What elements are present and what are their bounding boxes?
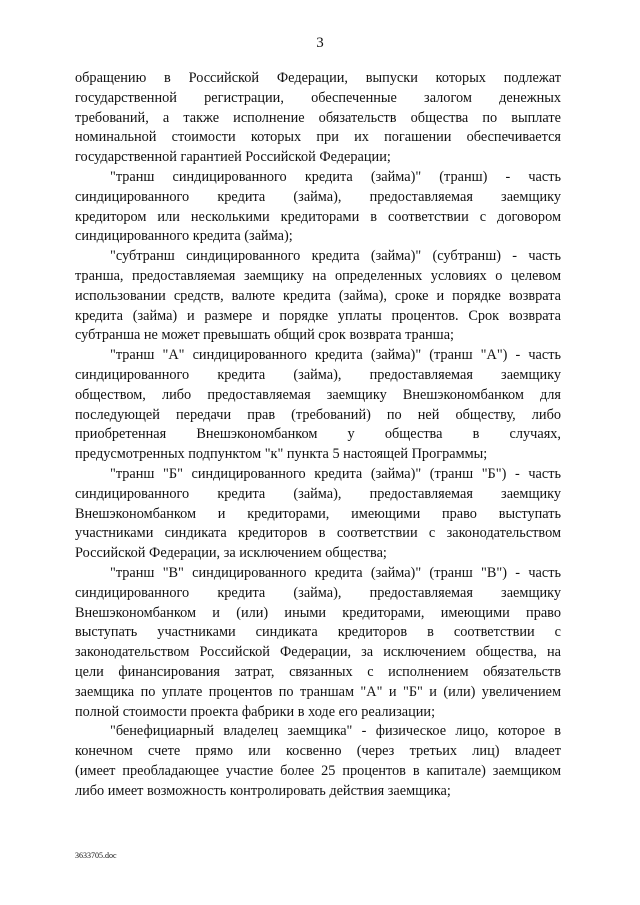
text-line: государственной регистрации, обеспеченные залогом денежных (75, 89, 561, 106)
text-line: "транш синдицированного кредита (займа)" (транш) - часть (110, 168, 561, 185)
text-line: Российской Федерации, за исключением общества; (75, 545, 387, 562)
text-line: "транш "В" синдицированного кредита (займа)" (транш "В") - часть (110, 564, 561, 581)
text-line: обращению в Российской Федерации, выпуски которых подлежат (75, 70, 561, 86)
text-line: либо имеет возможность контролировать действия заемщика; (75, 782, 451, 799)
text-line: кредитором или несколькими кредиторами в соответствии с договором (75, 208, 561, 225)
text-line: Внешэкономбанком и (или) иными кредиторами, имеющими право (75, 604, 561, 621)
text-line: использовании средств, валюте кредита (займа), сроке и порядке возврата (75, 287, 561, 304)
text-line: обществом, либо предоставляемая заемщику Внешэкономбанком для (75, 386, 561, 403)
text-line: полной стоимости проекта фабрики в ходе его реализации; (75, 703, 436, 720)
text-line: цели финансирования затрат, связанных с исполнением обязательств (75, 663, 561, 680)
text-line: субтранша не может превышать общий срок возврата транша; (75, 327, 455, 344)
document-body (75, 69, 561, 801)
paragraph (75, 346, 561, 465)
text-line: заемщика по уплате процентов по траншам "А" и "Б" и (или) увеличением (75, 683, 561, 700)
text-line: кредита (займа) и размере и порядке уплаты процентов. Срок возврата (75, 307, 561, 324)
text-line: последующей передачи прав (требований) по ней обществу, либо (75, 406, 561, 423)
paragraph (75, 168, 561, 247)
page-number: 3 (316, 35, 324, 51)
paragraph (75, 465, 561, 564)
text-line: выступать участниками синдиката кредиторов в соответствии с (75, 624, 561, 641)
text-line: предусмотренных подпунктом "к" пункта 5 настоящей Программы; (75, 446, 488, 463)
text-line: синдицированного кредита (займа); (75, 228, 293, 245)
text-line: требований, а также исполнение обязательств общества по выплате (75, 109, 561, 126)
text-line: конечном счете прямо или косвенно (через третьих лиц) владеет (75, 743, 561, 760)
text-line: "транш "А" синдицированного кредита (займа)" (транш "А") - часть (110, 347, 561, 364)
text-line: синдицированного кредита (займа), предоставляемая заемщику (75, 485, 561, 502)
text-line: синдицированного кредита (займа), предоставляемая заемщику (75, 188, 561, 205)
text-line: участниками синдиката кредиторов в соответствии с законодательством (75, 525, 561, 542)
paragraph (75, 564, 561, 722)
text-line: приобретенная Внешэкономбанком у общества в случаях, (75, 426, 561, 443)
text-line: "бенефициарный владелец заемщика" - физическое лицо, которое в (110, 723, 561, 740)
text-line: (имеет преобладающее участие более 25 процентов в капитале) заемщиком (75, 762, 561, 779)
text-line: "субтранш синдицированного кредита (займа)" (субтранш) - часть (110, 248, 561, 265)
text-line: синдицированного кредита (займа), предоставляемая заемщику (75, 584, 561, 601)
text-line: законодательством Российской Федерации, за исключением общества, на (75, 644, 561, 661)
text-line: синдицированного кредита (займа), предоставляемая заемщику (75, 366, 561, 383)
text-line: Внешэкономбанком и кредиторами, имеющими право выступать (75, 505, 561, 522)
text-line: номинальной стоимости которых при их погашении обеспечивается (75, 129, 561, 146)
text-line: государственной гарантией Российской Федерации; (75, 149, 391, 166)
text-line: "транш "Б" синдицированного кредита (займа)" (транш "Б") - часть (110, 465, 561, 482)
paragraph (75, 69, 561, 168)
file-name-footer: 3633705.doc (75, 851, 117, 860)
paragraph (75, 722, 561, 801)
text-line: транша, предоставляемая заемщику на определенных условиях о целевом (75, 267, 561, 284)
paragraph (75, 247, 561, 346)
